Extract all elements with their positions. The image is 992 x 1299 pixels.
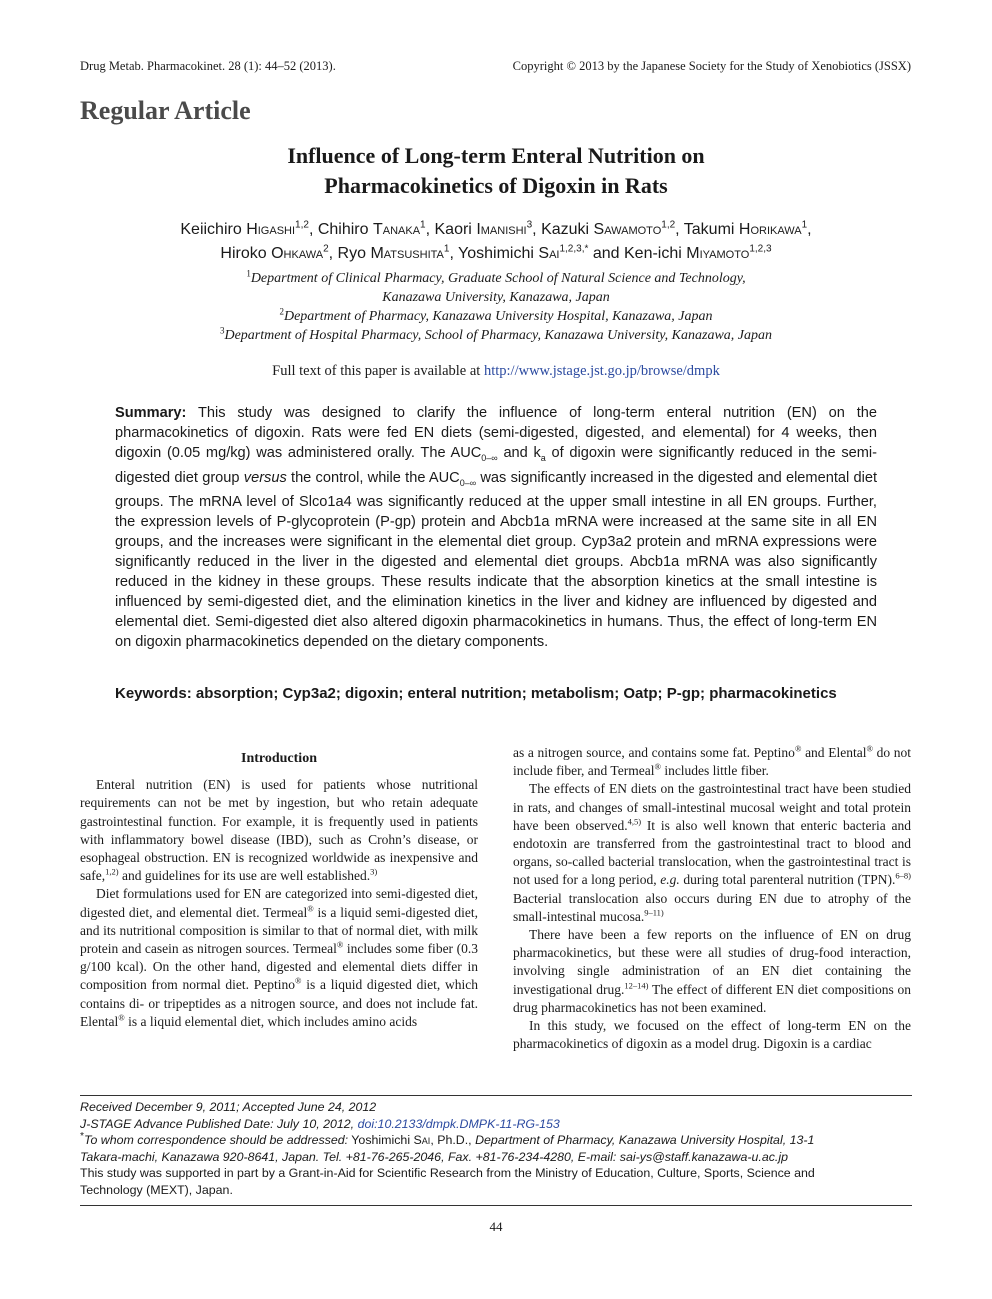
author-7: Ryo Matsushita$^1$ — [337, 243, 450, 262]
paragraph: There have been a few reports on the influence of EN on drug pharmacokinetics, but these were all studies of drug-food interaction, involving single administration of an EN diet containing the investigational drug.$^{12-14)}$ The effect of different EN diet compositions on drug pharmacokinetics has not been examined. — [513, 927, 911, 1015]
author-list — [80, 218, 912, 266]
author-line-2: Hiroko Ohkawa$^2$, Ryo Matsushita$^1$, Yoshimichi Sai$^{1,2,3,*}$ and Ken-ichi Miyamoto$^{1,2,3}$ — [220, 243, 772, 262]
fulltext-text: Full text of this paper is available at — [272, 363, 481, 379]
journal-citation: Drug Metab. Pharmacokinet. 28 (1): 44–52 (2013). — [80, 59, 336, 73]
affiliation-3: $^3$Department of Hospital Pharmacy, School of Pharmacy, Kanazawa University, Kanazawa, Japan — [219, 325, 773, 343]
page-bottom-divider — [80, 1205, 912, 1206]
title-line-2: Pharmacokinetics of Digoxin in Rats — [324, 173, 668, 198]
section-heading-introduction: Introduction — [241, 751, 317, 766]
paragraph: as a nitrogen source, and contains some fat. Peptino® and Elental® do not include fiber, and Termeal® includes little fiber. — [513, 743, 911, 779]
funding-note: This study was supported in part by a Grant-in-Aid for Scientific Research from the Ministry of Education, Culture, Sports, Science and Technology (MEXT), Japan. — [80, 1166, 815, 1197]
fulltext-notice — [80, 363, 912, 380]
summary-label: Summary: — [115, 405, 187, 421]
copyright-notice: Copyright © 2013 by the Japanese Society for the Study of Xenobiotics (JSSX) — [512, 59, 911, 73]
correspondence-address: Takara-machi, Kanazawa 920-8641, Japan. Tel. +81-76-265-2046, Fax. +81-76-234-4280, E-mail: sai-ys@staff.kanazawa-u.ac.jp — [80, 1149, 789, 1164]
correspondence: *To whom correspondence should be addressed: Yoshimichi Sai, Ph.D., Department of Pharmacy, Kanazawa University Hospital, 13-1 — [80, 1130, 815, 1147]
right-column — [513, 744, 911, 1053]
doi-link[interactable]: doi:10.2133/dmpk.DMPK-11-RG-153 — [357, 1116, 560, 1131]
article-title — [80, 141, 912, 201]
author-3: Kaori Imanishi$^3$ — [434, 219, 533, 238]
paragraph: The effects of EN diets on the gastrointestinal tract have been studied in rats, and changes of small-intestinal mucosal weight and total protein have been observed.$^{4,5)}$ It is also well known that enteric bacteria and endotoxin are transferred from the gastrointestinal tract to blood and organs, so-called bacterial translocation, when the gastrointestinal tract is not used for a long period, e.g. during total parenteral nutrition (TPN).$^{6-8)}$ Bacterial translocation also occurs during EN due to atrophy of the small-intestinal mucosa.$^{9-11)}$ — [513, 781, 912, 924]
article-type: Regular Article — [80, 96, 251, 125]
affiliation-1-line-2: Kanazawa University, Kanazawa, Japan — [382, 290, 610, 305]
paragraph: Diet formulations used for EN are categorized into semi-digested diet, digested diet, and elemental diet. Termeal® is a liquid semi-digested diet, and its nutritional composition is similar to that of normal diet, with milk protein and casein as nitrogen sources. Termeal® includes some fiber (0.3 g/100 kcal). On the other hand, digested and elemental diets differ in composition from normal diet. Peptino® is a liquid digested diet, which contains di- or tripeptides as a nitrogen source, and does not include fat. Elental® is a liquid elemental diet, which includes amino acids — [80, 886, 479, 1029]
author-9: Ken-ichi Miyamoto$^{1,2,3}$ — [624, 243, 772, 262]
author-line-1: Keiichiro Higashi$^{1,2}$, Chihiro Tanaka$^1$, Kaori Imanishi$^3$, Kazuki Sawamoto$^{1,2}$, Takumi Horikawa$^1$, — [180, 219, 812, 238]
footnotes — [80, 1099, 912, 1198]
footnote-divider — [80, 1095, 912, 1096]
affiliation-2: $^2$Department of Pharmacy, Kanazawa University Hospital, Kanazawa, Japan — [279, 306, 713, 324]
left-column — [80, 744, 478, 1031]
affiliations — [80, 269, 912, 345]
author-4: Kazuki Sawamoto$^{1,2}$ — [541, 219, 676, 238]
author-6: Hiroko Ohkawa$^2$ — [220, 243, 329, 262]
author-2: Chihiro Tanaka$^1$ — [317, 219, 426, 238]
authors-conjunction: and — [592, 245, 620, 262]
affiliation-1: $^1$Department of Clinical Pharmacy, Graduate School of Natural Science and Technology, — [246, 268, 746, 286]
paragraph: Enteral nutrition (EN) is used for patients whose nutritional requirements can not be met by ingestion, but who retain adequate gastrointestinal function. For example, it is frequently used in patients with inflammatory bowel disease (IBD), such as Crohn’s disease, or esophageal obstruction. EN is recognized worldwide as inexpensive and safe,$^{1,2)}$ and guidelines for its use are well established.$^{3)}$ — [80, 777, 478, 884]
jstage-date: J-STAGE Advance Published Date: July 10, 2012, doi:10.2133/dmpk.DMPK-11-RG-153 — [80, 1116, 560, 1131]
author-1: Keiichiro Higashi$^{1,2}$ — [180, 219, 309, 238]
title-line-1: Influence of Long-term Enteral Nutrition on — [287, 143, 705, 168]
author-8: Yoshimichi Sai$^{1,2,3,*}$ — [458, 243, 589, 262]
author-5: Takumi Horikawa$^1$ — [683, 219, 808, 238]
summary-abstract: Summary: This study was designed to clarify the influence of long-term enteral nutrition (EN) on the pharmacokinetics of digoxin. Rats were fed EN diets (semi-digested, digested, and elemental) for 4 weeks, then digoxin (0.05 mg/kg) was administered orally. The $AUC_{0-\infty}$ and $k_a$ of digoxin were significantly reduced in the semi-digested diet group versus the control, while the $AUC_{0-\infty}$ was significantly increased in the digested and elemental diet groups. The mRNA level of Slco1a4 was significantly reduced at the upper small intestine in all EN groups. Further, the expression levels of P-glycoprotein (P-gp) protein and Abcb1a mRNA were increased at the same site in all EN groups, and the increases were significant in the elemental diet group. Cyp3a2 protein and mRNA expressions were significantly reduced in the liver in the digested and elemental diet groups. Abcb1a mRNA was also significantly reduced in the kidney in these groups. These results indicate that the absorption kinetics at the small intestine is influenced by semi-digested diet, and the elimination kinetics in the liver and kidney are influenced by digested and elemental diet. Semi-digested diet also altered digoxin pharmacokinetics in humans. Thus, the effect of long-term EN on digoxin pharmacokinetics depended on the dietary components. — [115, 405, 878, 650]
page-number: 44 — [489, 1219, 503, 1234]
keywords: Keywords: absorption; Cyp3a2; digoxin; enteral nutrition; metabolism; Oatp; P-gp; pharmacokinetics — [115, 685, 837, 702]
received-dates: Received December 9, 2011; Accepted June 24, 2012 — [80, 1100, 377, 1114]
paragraph: In this study, we focused on the effect of long-term EN on the pharmacokinetics of digoxin as a model drug. Digoxin is a cardiac — [513, 1018, 911, 1052]
fulltext-link[interactable]: http://www.jstage.jst.go.jp/browse/dmpk — [483, 363, 720, 379]
